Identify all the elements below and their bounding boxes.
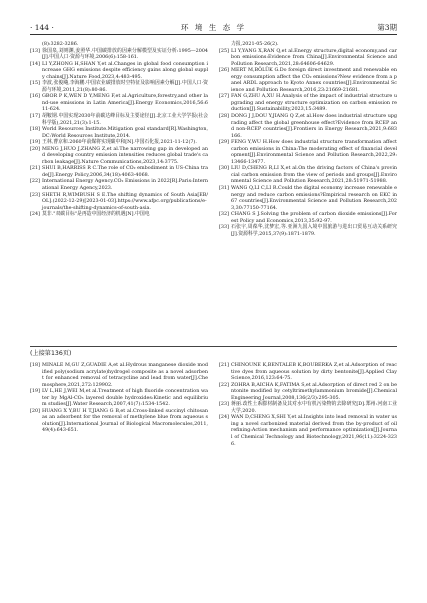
reference-entry <box>219 211 397 224</box>
reference-number: [15] <box>30 80 40 87</box>
reference-number: [22] <box>30 178 40 185</box>
header-journal-title: 环 境 生 态 学 <box>180 23 247 32</box>
reference-entry <box>30 165 208 178</box>
reference-text: MERT M,BÖLÜK G.Do foreign direct investment and renewable energy consumption affect the CO₂ emissions?New evidence from a panel ARDL approach to Kyoto Annex countries[J].Environmental Science and Pollution Research,2016,23:21669-21681. <box>231 67 397 93</box>
continuation-label: (上接第136页) <box>30 350 72 357</box>
reference-number: [28] <box>219 113 229 120</box>
continued-references-left <box>30 362 208 434</box>
reference-entry <box>219 362 397 382</box>
reference-entry <box>219 414 397 447</box>
reference-text: 李波,张俊飚,李海鹏.中国农业碳排放时空特征及影响因素分解[J].中国人口·资源与环境,2011,21(8):80-86. <box>42 80 208 93</box>
reference-number: [13] <box>30 47 40 54</box>
reference-number: [25] <box>219 47 229 54</box>
reference-entry <box>219 224 397 237</box>
reference-number: [14] <box>30 60 40 67</box>
reference-text: LI Y,YANG X,RAN Q,et al.Energy structure,digital economy,and carbon emissions:Evidence from China[J].Environmental Science and Pollution Research,2021,28:64606-64629. <box>231 47 397 67</box>
reference-number: [30] <box>219 165 229 172</box>
reference-number: [33] <box>219 224 229 231</box>
reference-entry <box>30 93 208 113</box>
reference-text: 蒋丽.改性土系膨材制备及其对水中有机污染物的去除研究[D].郑州:河南工业大学,2020. <box>231 401 397 414</box>
running-header <box>30 22 397 35</box>
reference-text: MENG J,HUO J,ZHANG Z,et al.The narrowing gap in developed and developing country emission intensities reduces global trade's carbon leakage[J].Nature Communications,2023,14:3775. <box>42 145 208 165</box>
reference-text: SHETH R,WIMBUSH S E.The shifting dynamics of South Asia[EB/OL].(2022-12-29)[2023-01-03].https://www.afpc.org/publications/e-journals/the-shifting-dynamics-of-south-asia. <box>42 191 208 211</box>
reference-entry <box>30 211 208 218</box>
reference-number: [20] <box>30 145 40 152</box>
reference-entry <box>219 139 397 165</box>
reference-number: [18] <box>30 362 40 368</box>
reference-number: [32] <box>219 211 229 218</box>
reference-number: [31] <box>219 185 229 192</box>
reference-number: [23] <box>30 191 40 198</box>
reference-text: 石张宇,周葆华,沈梦宏,等.亚洲九国入境中国旅游与进出口贸易互动关系研究[J].资源科学,2015,37(9):1871-1879. <box>231 224 397 237</box>
reference-text: 力报,2021-05-26(2). <box>231 41 279 47</box>
reference-text: 莫非."双碳目标"是再造中国经济的机遇[N].中国电 <box>42 211 150 218</box>
reference-entry <box>30 146 208 166</box>
references-right-column <box>219 41 397 237</box>
reference-text: FENG Y,WU H.How does industrial structure transformation affect carbon emissions in China:The moderating effect of financial development[J].Environmental Science and Pollution Research,2022,29:13466-13477. <box>231 139 397 165</box>
reference-text: LI Y,ZHONG H,SHAN Y,et al.Changes in global food consumption increase GHG emissions despite efficiency gains along global supply chains[J].Nature Food,2023,4:483-495. <box>42 60 208 80</box>
reference-text: ZOHRA B,AICHA K,FATIMA S,et al.Adsorption of direct red 2 on bentonite modified by cetyltrimethylammonium bromide[J].Chemical Engineering Journal,2008,136(2/3):295-305. <box>231 381 397 401</box>
reference-text: WAN D,CHENG X,SHI Y,et al.Insights into lead removal in water using a novel carbonized material derived from the by-product of oil refining:Action mechanism and performance optimization[J].Journal of Chemical Technology and Biotechnology,2021,96(11):3224-3236. <box>231 414 397 447</box>
reference-text: WANG Q,LI C,LI R.Could the digital economy increase renewable energy and reduce carbon emissions?Empirical research on EKC in 67 countries[J].Environmental Science and Pollution Research,2023,30:77150-77164. <box>231 185 397 211</box>
reference-text: CHANG S J.Solving the problem of carbon dioxide emissions[J].Forest Policy and Economics,2013,35:92-97. <box>231 211 397 224</box>
reference-entry <box>219 401 397 414</box>
reference-number: [29] <box>219 139 229 146</box>
reference-text: (8):3282-3286. <box>42 41 79 47</box>
reference-number: [16] <box>30 93 40 100</box>
reference-entry <box>30 362 208 388</box>
reference-entry <box>30 192 208 212</box>
reference-text: DONG J J,DOU Y,JIANG Q Z,et al.How does industrial structure upgrading affect the global greenhouse effect?Evidence from RCEP and non-RCEP countries[J].Frontiers in Energy Research,2021,9:683166. <box>231 113 398 139</box>
reference-number: [17] <box>30 113 40 120</box>
reference-number: [27] <box>219 93 229 100</box>
reference-entry <box>219 67 397 93</box>
reference-text: SHUI B,HARRISS R C.The role of CO₂ embodiment in US-China trade[J].Energy Policy,2006,34(18):4063-4068. <box>42 165 208 178</box>
reference-number: [24] <box>219 414 229 421</box>
reference-text: GBOR P K,WEN D Y,MENG F,et al.Agriculture,forestry,and other land-use emissions in Latin America[J].Energy Economics,2016,56:611-624. <box>42 93 208 113</box>
reference-number: [26] <box>219 67 229 74</box>
references-left-column <box>30 41 208 218</box>
reference-text: 胡鞍钢.中国实现2030年前碳达峰目标及主要途径[J].北京工业大学学报(社会科学版),2021,21(3):1-15. <box>42 113 208 126</box>
continued-references-right <box>219 362 397 447</box>
reference-entry <box>30 61 208 81</box>
reference-number: [20] <box>30 407 40 414</box>
reference-text: 王林,曹京和.2060年前煤将实现碳中和[N].中国石化报,2021-11-12(7). <box>42 139 197 146</box>
reference-entry <box>30 126 208 139</box>
reference-entry <box>219 165 397 185</box>
header-page-number: · 144 · <box>30 23 54 32</box>
reference-entry <box>30 80 208 93</box>
reference-entry <box>219 48 397 68</box>
reference-number: [19] <box>30 388 40 395</box>
header-issue: 第3期 <box>377 23 397 32</box>
reference-entry <box>219 185 397 211</box>
reference-number: [21] <box>219 362 229 368</box>
reference-number: [22] <box>219 381 229 388</box>
reference-text: CHINOUNE K,BENTALEB K,BOUBERKA Z,et al.Adsorption of reactive dyes from aqueous solution by dirty bentonite[J].Applied Clay Science,2016,123:64-75. <box>231 362 397 382</box>
reference-entry <box>30 48 208 61</box>
reference-text: 徐国泉,刘则渊,姜照华.中国碳排放的因素分解模型及实证分析:1995—2004[J].中国人口·资源与环境,2006(6):158-161. <box>42 47 208 61</box>
reference-text: FAN G,ZHU A,XU H.Analysis of the impact of industrial structure upgrading and energy structure optimization on carbon emission reduction[J].Sustainability,2023,15:3489. <box>231 93 397 113</box>
reference-number: [19] <box>30 139 40 146</box>
reference-text: World Resources Institute.Mitigation goal standard[R].Washington,DC:World Resources Institute,2014. <box>42 126 208 139</box>
reference-number: [24] <box>30 211 40 218</box>
reference-entry <box>30 178 208 191</box>
reference-entry <box>219 113 397 139</box>
reference-text: International Energy Agency.CO₂ Emissions in 2022[R].Paris:International Energy Agency,2023. <box>42 178 208 192</box>
reference-text: LV L,HE J,WEI M,et al.Treatment of high fluoride concentration water by MgAl-CO₃ layered double hydroxides:Kinetic and equilibrium studies[J].Water Research,2007,41(7):1534-1542. <box>42 388 208 408</box>
reference-entry <box>219 93 397 113</box>
reference-text: HUANG X Y,BU H T,JIANG G B,et al.Cross-linked succinyl chitosan as an adsorbent for the removal of methylene blue from aqueous solution[J].International Journal of Biological Macromolecules,2011,49(4):643-651. <box>42 407 208 434</box>
reference-text: LIU D,CHENG R,LI X,et al.On the driving factors of China's provincial carbon emission from the view of periods and groups[J].Environmental Science and Pollution Research,2021,28:51971-51988. <box>231 165 397 185</box>
reference-entry <box>30 408 208 434</box>
reference-number: [21] <box>30 165 40 172</box>
reference-entry <box>219 382 397 402</box>
continuation-divider <box>30 346 397 360</box>
reference-number: [23] <box>219 401 229 408</box>
reference-number: [18] <box>30 126 40 133</box>
reference-text: MINALE M,GU Z,GUADIE A,et al.Hydrous manganese dioxide modified poly(sodium acrylate)hydrogel composite as a novel adsorbent for enhanced removal of tetracycline and lead from water[J].Chemosphere,2021,272:129902. <box>42 362 208 388</box>
reference-entry <box>30 113 208 126</box>
reference-entry <box>30 388 208 408</box>
